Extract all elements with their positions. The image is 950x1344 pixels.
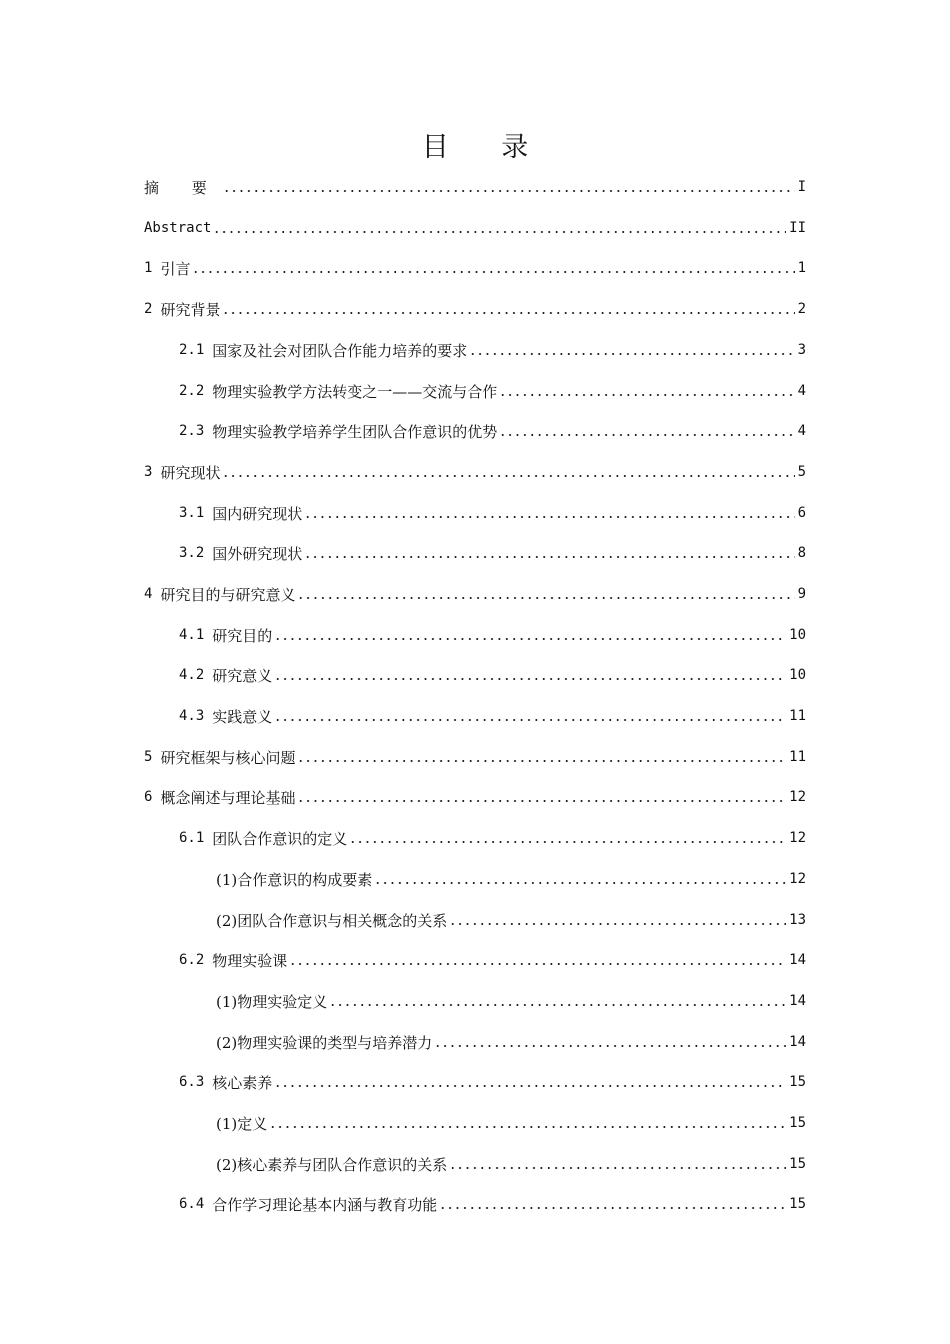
toc-entry-label: 实践意义 — [212, 707, 273, 726]
toc-entry-page: II — [789, 220, 806, 236]
toc-entry-label: 合作学习理论基本内涵与教育功能 — [212, 1195, 438, 1214]
dot-leader — [469, 353, 794, 355]
toc-entry-page: 4 — [797, 383, 806, 399]
toc-entry-page: 6 — [797, 505, 806, 521]
dot-leader — [499, 394, 794, 396]
toc-entry-page: 14 — [789, 952, 806, 968]
toc-entry-label: 研究目的 — [212, 626, 273, 645]
toc-entry-4-1[interactable] — [179, 615, 806, 655]
toc-entry-page: 2 — [797, 301, 806, 317]
toc-entry-number: 3.1 — [179, 505, 205, 521]
dot-leader — [222, 312, 794, 314]
toc-entry-page: 15 — [789, 1196, 806, 1212]
toc-entry-6-4[interactable] — [179, 1184, 806, 1224]
dot-leader — [274, 638, 786, 640]
dot-leader — [329, 1004, 786, 1006]
toc-entry-6-1-2[interactable] — [216, 900, 806, 940]
dot-leader — [304, 556, 794, 558]
toc-entry-label: 国外研究现状 — [212, 544, 303, 563]
toc-entry-label: 研究意义 — [212, 666, 273, 685]
toc-entry-label: 国家及社会对团队合作能力培养的要求 — [212, 341, 468, 360]
toc-entry-2-1[interactable] — [179, 330, 806, 370]
dot-leader — [297, 800, 786, 802]
toc-entry-number: 6.1 — [179, 830, 205, 846]
toc-entry-number: 2.1 — [179, 342, 205, 358]
toc-entry-page: 10 — [789, 667, 806, 683]
toc-entry-6-3-1[interactable] — [216, 1103, 806, 1143]
toc-entry-number: 3.2 — [179, 545, 205, 561]
toc-entry-page: 14 — [789, 1034, 806, 1050]
toc-entry-page: 5 — [797, 464, 806, 480]
toc-entry-4[interactable] — [144, 574, 806, 614]
dot-leader — [374, 882, 786, 884]
toc-entry-3-2[interactable] — [179, 533, 806, 573]
toc-entry-number: 2 — [144, 301, 153, 317]
toc-entry-page: 15 — [789, 1074, 806, 1090]
toc-entry-page: 1 — [797, 260, 806, 276]
toc-entry-label: 研究框架与核心问题 — [160, 748, 296, 767]
toc-entry-number: 5 — [144, 749, 153, 765]
dot-leader — [439, 1207, 786, 1209]
toc-entry-label: 研究现状 — [160, 463, 221, 482]
toc-entry-5[interactable] — [144, 737, 806, 777]
toc-entry-page: 15 — [789, 1115, 806, 1131]
dot-leader — [499, 434, 794, 436]
toc-entry-label: (1)合作意识的构成要素 — [216, 870, 373, 889]
toc-entry-4-3[interactable] — [179, 696, 806, 736]
toc-entry-abstract-en[interactable] — [144, 208, 806, 248]
dot-leader — [213, 231, 786, 233]
toc-entry-page: 11 — [789, 749, 806, 765]
toc-entry-label: (1)定义 — [216, 1114, 268, 1133]
dot-leader — [223, 190, 795, 192]
toc-entry-label: (1)物理实验定义 — [216, 992, 328, 1011]
toc-entry-number: 4.1 — [179, 627, 205, 643]
toc-entry-page: 3 — [797, 342, 806, 358]
dot-leader — [449, 1167, 786, 1169]
toc-entry-page: 9 — [797, 586, 806, 602]
toc-entry-number: 2.2 — [179, 383, 205, 399]
toc-entry-label: 团队合作意识的定义 — [212, 829, 348, 848]
toc-entry-6[interactable] — [144, 777, 806, 817]
toc-entry-6-2-2[interactable] — [216, 1022, 806, 1062]
toc-entry-2-3[interactable] — [179, 411, 806, 451]
toc-entry-number: 3 — [144, 464, 153, 480]
toc-entry-label: (2)团队合作意识与相关概念的关系 — [216, 911, 448, 930]
toc-entry-label: 研究目的与研究意义 — [160, 585, 296, 604]
toc-entry-page: I — [797, 179, 806, 195]
toc-entry-label: (2)物理实验课的类型与培养潜力 — [216, 1033, 433, 1052]
dot-leader — [434, 1045, 786, 1047]
toc-entry-number: 4.3 — [179, 708, 205, 724]
dot-leader — [449, 923, 786, 925]
toc-title: 目 录 — [421, 132, 551, 163]
toc-entry-6-1[interactable] — [179, 818, 806, 858]
toc-entry-label: 引言 — [160, 259, 191, 278]
toc-entry-number: 6.3 — [179, 1074, 205, 1090]
toc-entry-label: 国内研究现状 — [212, 504, 303, 523]
dot-leader — [269, 1126, 786, 1128]
toc-entry-2[interactable] — [144, 289, 806, 329]
toc-entry-page: 15 — [789, 1156, 806, 1172]
toc-entry-page: 12 — [789, 830, 806, 846]
toc-entry-6-2[interactable] — [179, 940, 806, 980]
toc-entry-label: 概念阐述与理论基础 — [160, 788, 296, 807]
toc-entry-number: 2.3 — [179, 423, 205, 439]
toc-entry-page: 8 — [797, 545, 806, 561]
dot-leader — [222, 475, 794, 477]
dot-leader — [297, 597, 794, 599]
dot-leader — [274, 678, 786, 680]
toc-entry-number: 4.2 — [179, 667, 205, 683]
toc-entry-6-2-1[interactable] — [216, 981, 806, 1021]
toc-entry-page: 11 — [789, 708, 806, 724]
toc-entry-6-1-1[interactable] — [216, 859, 806, 899]
toc-entry-label: 物理实验教学方法转变之一——交流与合作 — [212, 382, 498, 401]
dot-leader — [192, 271, 794, 273]
toc-entry-1[interactable] — [144, 248, 806, 288]
toc-entry-label: (2)核心素养与团队合作意识的关系 — [216, 1155, 448, 1174]
toc-entry-label: Abstract — [144, 220, 212, 236]
dot-leader — [274, 1085, 786, 1087]
toc-entry-label: 核心素养 — [212, 1073, 273, 1092]
toc-entry-label: 研究背景 — [160, 300, 221, 319]
toc-entry-page: 4 — [797, 423, 806, 439]
toc-entry-number: 4 — [144, 586, 153, 602]
toc-entry-label: 摘 要 — [144, 178, 221, 197]
toc-entry-abstract-cn[interactable] — [144, 167, 806, 207]
toc-entry-2-2[interactable] — [179, 371, 806, 411]
toc-entry-number: 1 — [144, 260, 153, 276]
dot-leader — [289, 963, 786, 965]
toc-entry-number: 6.2 — [179, 952, 205, 968]
toc-entry-page: 14 — [789, 993, 806, 1009]
toc-entry-label: 物理实验教学培养学生团队合作意识的优势 — [212, 422, 498, 441]
toc-entry-page: 10 — [789, 627, 806, 643]
toc-entry-6-3-2[interactable] — [216, 1144, 806, 1184]
toc-entry-page: 12 — [789, 789, 806, 805]
toc-entry-6-3[interactable] — [179, 1062, 806, 1102]
toc-entry-3-1[interactable] — [179, 493, 806, 533]
toc-entry-label: 物理实验课 — [212, 951, 288, 970]
dot-leader — [297, 760, 786, 762]
toc-entry-page: 12 — [789, 871, 806, 887]
toc-entry-number: 6.4 — [179, 1196, 205, 1212]
toc-entry-number: 6 — [144, 789, 153, 805]
dot-leader — [274, 719, 786, 721]
toc-entry-4-2[interactable] — [179, 655, 806, 695]
toc-entry-3[interactable] — [144, 452, 806, 492]
toc-entry-page: 13 — [789, 912, 806, 928]
dot-leader — [349, 841, 786, 843]
dot-leader — [304, 516, 794, 518]
